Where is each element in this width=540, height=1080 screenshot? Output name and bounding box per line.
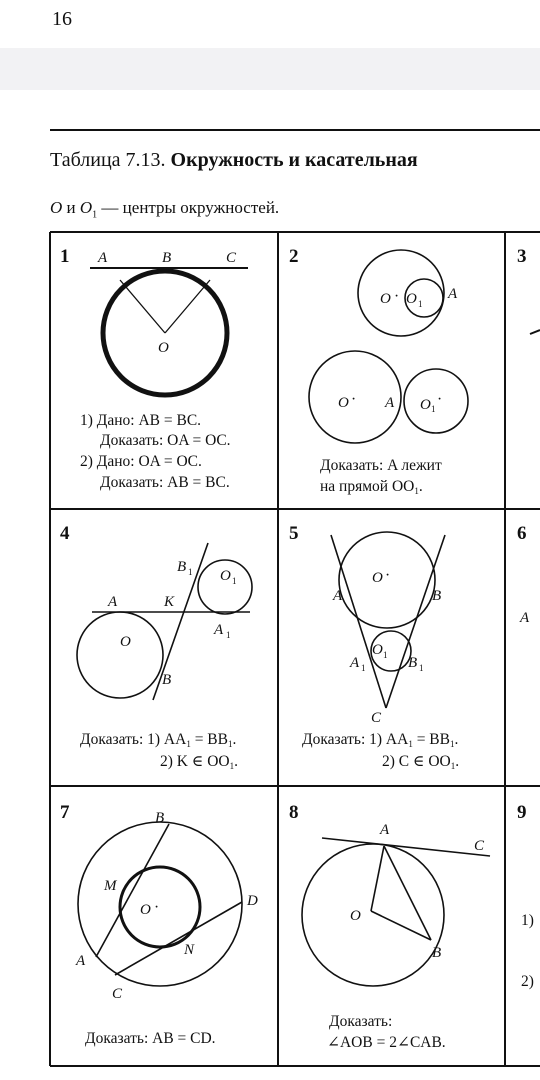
label-c: C — [371, 710, 382, 726]
label-b1-sub: 1 — [188, 567, 193, 577]
note-and: и — [62, 198, 80, 217]
label-m: M — [104, 878, 117, 894]
table-caption — [50, 149, 418, 172]
cell-4-line-2: 2) K ∈ OO1. — [160, 753, 238, 771]
center-dot: · — [394, 288, 400, 305]
top-rule — [50, 129, 540, 131]
cell-2-line-1: Доказать: A лежит — [320, 457, 442, 474]
label-o1-sub: 1 — [232, 576, 237, 586]
note-o1-sub: 1 — [92, 209, 98, 221]
center-dot: · — [351, 391, 357, 408]
label-o1: O — [406, 291, 417, 307]
cell-7 — [60, 802, 258, 1047]
cell-3-figure-fragment — [530, 330, 540, 334]
label-o1-sub: 1 — [383, 650, 388, 660]
cell-8-line-2: ∠AOB = 2∠CAB. — [327, 1034, 446, 1051]
cell-number-4: 4 — [60, 523, 70, 544]
label-a: A — [108, 594, 118, 610]
label-o1: O — [420, 397, 431, 413]
label-a1-sub: 1 — [361, 663, 366, 673]
label-a: A — [76, 953, 86, 969]
caption-title: Окружность и касательная — [170, 149, 418, 171]
label-b: B — [432, 945, 442, 961]
label-a1: A — [350, 655, 360, 671]
label-k: K — [164, 594, 175, 610]
page-number: 16 — [52, 8, 72, 30]
label-o: O — [140, 902, 151, 918]
label-c: C — [474, 838, 485, 854]
cell-6 — [517, 523, 530, 626]
label-a1-sub: 1 — [226, 630, 231, 640]
cell-7-line-1: Доказать: AB = CD. — [85, 1030, 216, 1047]
label-b1: B — [408, 655, 418, 671]
label-b: B — [155, 810, 165, 826]
cell-1-line-2: Доказать: OA = OC. — [100, 432, 231, 449]
cell-1 — [60, 246, 248, 491]
caption-prefix: Таблица 7.13. — [50, 149, 166, 171]
label-b: B — [162, 250, 172, 266]
cell-number-5: 5 — [289, 523, 299, 544]
cell-7-figure — [78, 822, 242, 986]
label-o: O — [158, 340, 169, 356]
cell-6-partial-label: A — [520, 610, 530, 626]
label-a: A — [333, 588, 343, 604]
cell-2-figure — [309, 250, 468, 443]
cell-5-figure — [331, 532, 445, 708]
cell-1-figure — [90, 268, 248, 395]
cell-number-2: 2 — [289, 246, 299, 267]
cell-number-9: 9 — [517, 802, 527, 823]
cell-5-line-1: Доказать: 1) AA1 = BB1. — [302, 731, 459, 749]
cell-2 — [289, 246, 468, 496]
label-b: B — [162, 672, 172, 688]
cell-1-line-1: 1) Дано: AB = BC. — [80, 412, 202, 429]
label-o: O — [120, 634, 131, 650]
label-o1: O — [372, 642, 383, 658]
label-b1: B — [177, 559, 187, 575]
label-o: O — [338, 395, 349, 411]
cell-4 — [60, 523, 252, 771]
cell-9-partial-2: 2) — [521, 973, 534, 990]
label-c: C — [226, 250, 237, 266]
cell-8-line-1: Доказать: — [329, 1013, 393, 1030]
cell-number-1: 1 — [60, 246, 70, 267]
label-b1-sub: 1 — [419, 663, 424, 673]
page-gap-band — [0, 48, 540, 90]
centers-note — [50, 198, 279, 220]
note-o: O — [50, 198, 63, 217]
task-table — [0, 226, 540, 1080]
label-a: A — [380, 822, 390, 838]
label-a: A — [448, 286, 458, 302]
cell-2-line-2: на прямой OO1. — [320, 478, 423, 496]
center-dot: · — [385, 567, 391, 584]
label-a: A — [385, 395, 395, 411]
cell-1-line-4: Доказать: AB = BC. — [100, 474, 230, 491]
note-o1: O — [79, 198, 93, 217]
label-a: A — [98, 250, 108, 266]
label-a1: A — [214, 622, 224, 638]
label-n: N — [184, 942, 195, 958]
label-b: B — [432, 588, 442, 604]
label-o: O — [380, 291, 391, 307]
center-dot: · — [154, 899, 160, 916]
cell-8 — [289, 802, 490, 1051]
cell-5-line-2: 2) C ∈ OO1. — [382, 753, 460, 771]
label-o1-sub: 1 — [418, 299, 423, 309]
note-rest: — центры окружностей. — [97, 198, 280, 217]
cell-number-3: 3 — [517, 246, 527, 267]
cell-1-line-3: 2) Дано: OA = OC. — [80, 453, 202, 470]
label-o1-sub: 1 — [431, 404, 436, 414]
cell-number-6: 6 — [517, 523, 527, 544]
cell-number-8: 8 — [289, 802, 299, 823]
center-dot: · — [437, 391, 443, 408]
cell-4-line-1: Доказать: 1) AA1 = BB1. — [80, 731, 237, 749]
cell-8-figure — [302, 838, 490, 986]
label-c: C — [112, 986, 123, 1002]
label-d: D — [247, 893, 258, 909]
label-o: O — [372, 570, 383, 586]
label-o: O — [350, 908, 361, 924]
cell-9 — [517, 802, 534, 990]
cell-9-partial-1: 1) — [521, 912, 534, 929]
label-o1: O — [220, 568, 231, 584]
cell-3 — [517, 246, 540, 334]
cell-number-7: 7 — [60, 802, 70, 823]
cell-5 — [289, 523, 459, 771]
